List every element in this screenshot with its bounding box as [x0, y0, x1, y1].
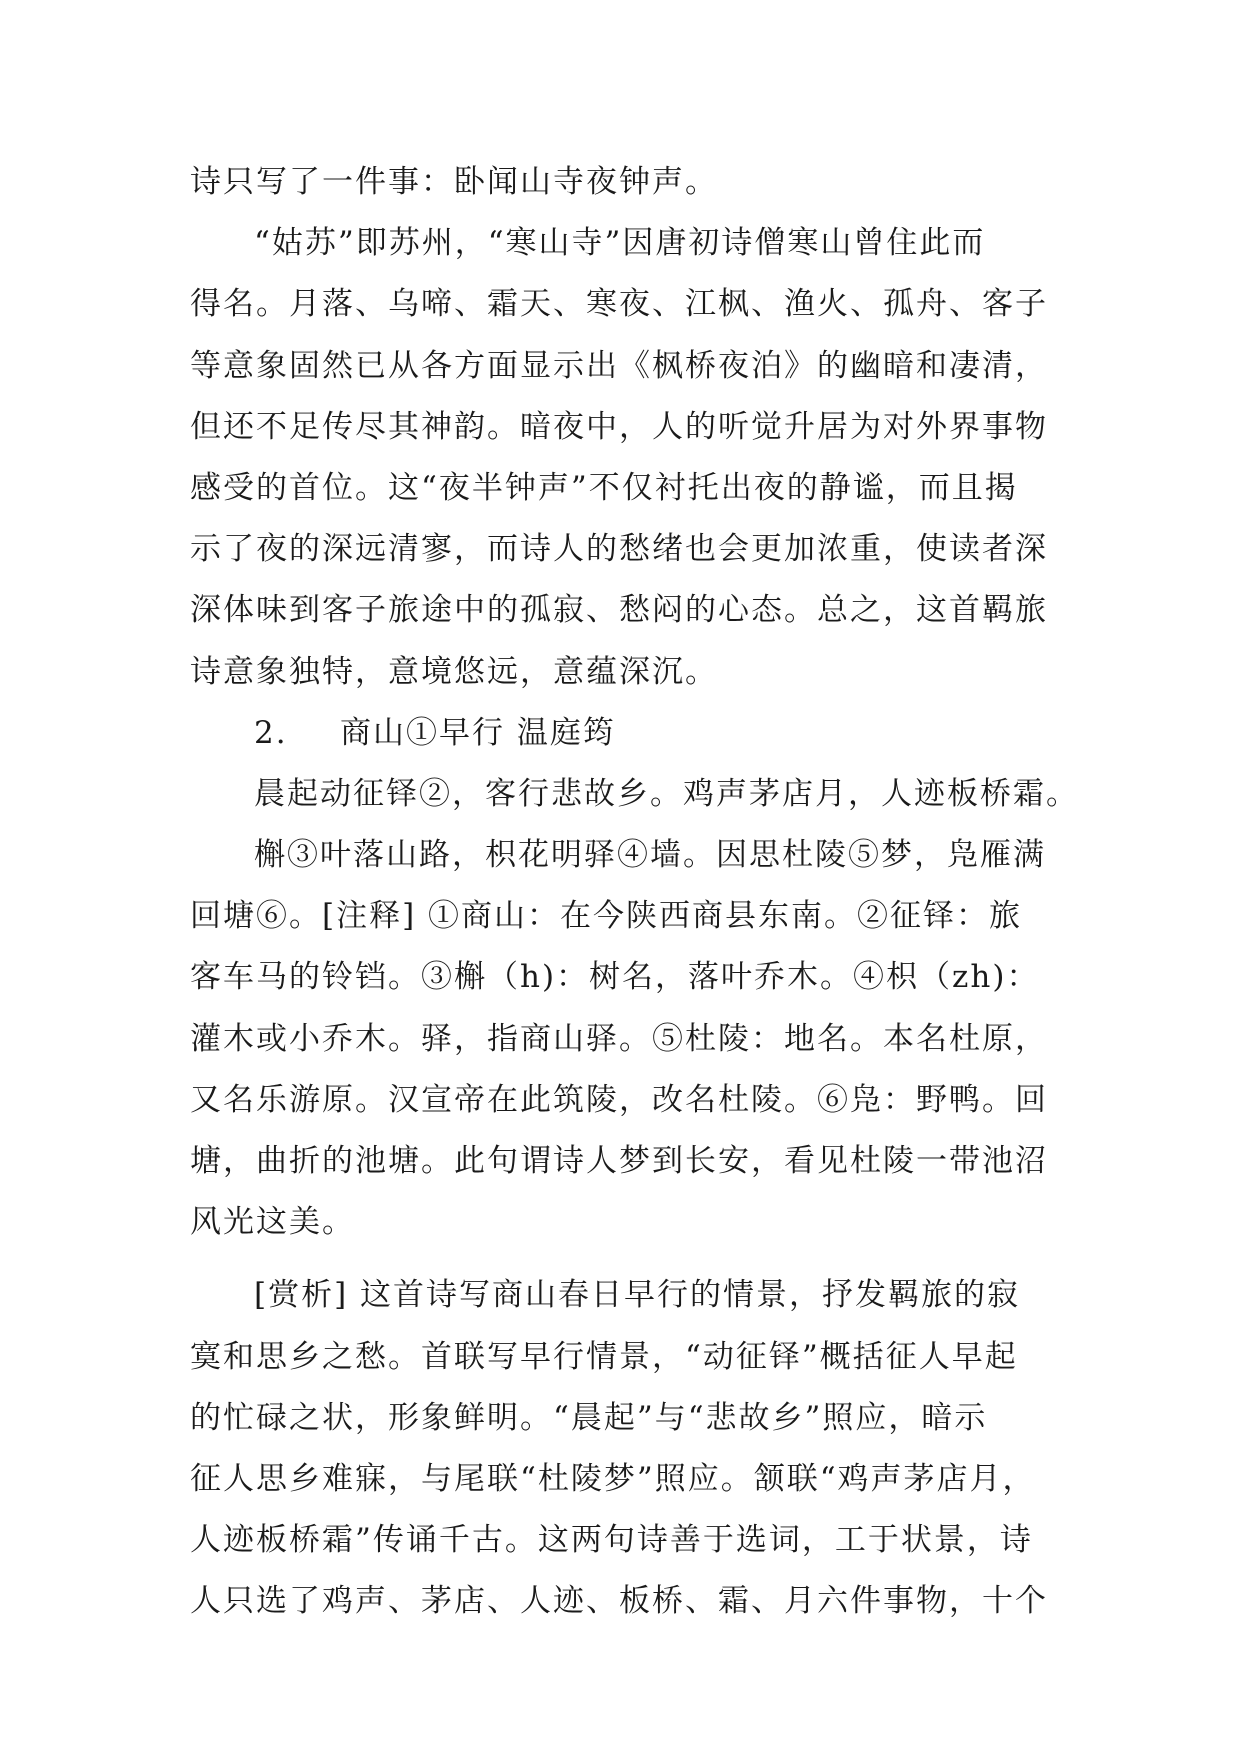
- text-line: 等意象固然已从各方面显示出《枫桥夜泊》的幽暗和凄清，: [190, 347, 1048, 384]
- paragraph-start-line: [赏析] 这首诗写商山春日早行的情景，抒发羁旅的寂: [254, 1277, 1021, 1314]
- annotation-line: 回塘⑥。[注释] ①商山：在今陕西商县东南。②征铎：旅: [190, 898, 1023, 935]
- paragraph-start-line: “姑苏”即苏州，“寒山寺”因唐初诗僧寒山曾住此而: [254, 225, 986, 262]
- poem-title: 商山①早行 温庭筠: [340, 714, 616, 751]
- poem-line: 晨起动征铎②，客行悲故乡。鸡声茅店月，人迹板桥霜。: [254, 775, 1079, 812]
- annotation-line: 客车马的铃铛。③槲（h)：树名，落叶乔木。④枳（zh)：: [190, 959, 1040, 996]
- text-line: 诗意象独特，意境悠远，意蕴深沉。: [190, 653, 718, 690]
- text-line: 寞和思乡之愁。首联写早行情景，“动征铎”概括征人早起: [190, 1338, 1018, 1375]
- poem-line: 槲③叶落山路，枳花明驿④墙。因思杜陵⑤梦，凫雁满: [254, 837, 1046, 874]
- text-line: 人只选了鸡声、茅店、人迹、板桥、霜、月六件事物，十个: [190, 1583, 1048, 1620]
- annotation-line: 灌木或小乔木。驿，指商山驿。⑤杜陵：地名。本名杜原，: [190, 1020, 1048, 1057]
- paragraph-spacer: [190, 1253, 1050, 1265]
- annotation-line: 风光这美。: [190, 1204, 355, 1241]
- text-line: 征人思乡难寐，与尾联“杜陵梦”照应。颔联“鸡声茅店月，: [190, 1460, 1036, 1497]
- text-line: 人迹板桥霜”传诵千古。这两句诗善于选词，工于状景，诗: [190, 1522, 1033, 1559]
- document-page: [190, 152, 1079, 1633]
- text-line: 示了夜的深远清寥，而诗人的愁绪也会更加浓重，使读者深: [190, 531, 1048, 568]
- text-line: 深体味到客子旅途中的孤寂、愁闷的心态。总之，这首羁旅: [190, 592, 1048, 629]
- text-line: 感受的首位。这“夜半钟声”不仅衬托出夜的静谧，而且揭: [190, 469, 1018, 506]
- annotation-line: 又名乐游原。汉宣帝在此筑陵，改名杜陵。⑥凫：野鸭。回: [190, 1081, 1048, 1118]
- poem-number: 2.: [254, 714, 288, 751]
- text-line: 诗只写了一件事：卧闻山寺夜钟声。: [190, 164, 718, 200]
- annotation-line: 塘，曲折的池塘。此句谓诗人梦到长安，看见杜陵一带池沼: [190, 1143, 1048, 1179]
- text-line: 的忙碌之状，形象鲜明。“晨起”与“悲故乡”照应，暗示: [190, 1399, 988, 1436]
- text-line: 但还不足传尽其神韵。暗夜中，人的听觉升居为对外界事物: [190, 408, 1048, 445]
- text-line: 得名。月落、乌啼、霜天、寒夜、江枫、渔火、孤舟、客子: [190, 286, 1048, 323]
- poem-heading: [190, 703, 1050, 764]
